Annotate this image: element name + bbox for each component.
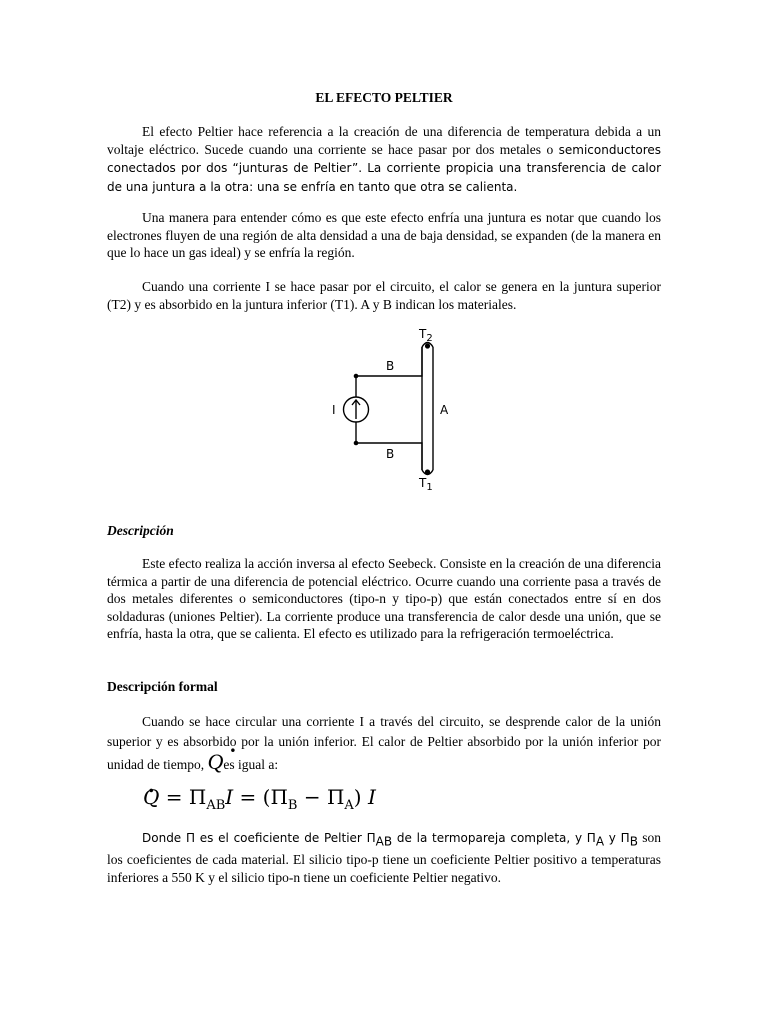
label-t1: $T_1$ [419, 476, 433, 493]
peltier-circuit-diagram [320, 322, 460, 497]
eq-q-dot: . Q [143, 785, 159, 809]
node-dot-bottom-left [354, 441, 359, 446]
label-i: I [332, 403, 336, 417]
section-heading-descripcion: Descripción [107, 523, 174, 538]
label-b-top: B [386, 359, 395, 373]
intro-p1-text-c: La corriente propicia una transferencia de calor de una juntura a la otra: una se enfría en tanto que otra se calienta. [107, 161, 662, 194]
intro-p1-text-b: semiconductores conectados por dos “junturas de Peltier”. [107, 142, 661, 175]
page-title: EL EFECTO PELTIER [315, 90, 453, 105]
formal-paragraph-2: Donde Π es el coeficiente de Peltier $\Pi_{AB}$ de la termopareja completa, y $\Pi_A$ y $\Pi_B$ son los coeficientes de cada material. El silicio tipo-p tiene un coeficiente Peltier positivo a temperaturas inferiores a 550 K y el silicio tipo-n tiene un coeficiente Peltier negativo. [107, 830, 661, 885]
intro-p1-text-a: El efecto Peltier hace referencia a la creación de una diferencia de temperatura debida a un voltaje eléctrico. Sucede cuando una corriente se hace pasar por dos metales o [107, 124, 661, 157]
formal-p1-text-a: Cuando se hace circular una corriente I a través del circuito, se desprende calor de la unión superior y es absorbido por la unión inferior. El calor de Peltier absorbido por la unión inferior por unidad de tiempo, [107, 714, 661, 772]
formal-p1-text-b: es igual a: [223, 757, 279, 772]
descripcion-paragraph: Este efecto realiza la acción inversa al efecto Seebeck. Consiste en la creación de una diferencia térmica a partir de una diferencia de potencial eléctrico. Ocurre cuando una corriente pasa a través de dos metales diferentes o semiconductores (tipo-n y tipo-p) que están conectados entre sí en dos soldaduras (uniones Peltier). La corriente produce una transferencia de calor desde una unión, que se enfría, hasta la otra, que se calienta. El efecto es utilizado para la refrigeración termoeléctrica. [107, 556, 661, 641]
section-heading-descripcion-formal: Descripción formal [107, 679, 218, 694]
intro-paragraph-2: Una manera para entender cómo es que este efecto enfría una juntura es notar que cuando los electrones fluyen de una región de alta densidad a una de baja densidad, se expanden (de la manera en que lo hace un gas ideal) y se enfría la región. [107, 210, 661, 260]
intro-paragraph-3: Cuando una corriente I se hace pasar por el circuito, el calor se genera en la juntura superior (T2) y es absorbido en la juntura inferior (T1). A y B indican los materiales. [107, 279, 661, 312]
label-t2: $T_2$ [419, 327, 433, 344]
junction-dot-t2 [425, 343, 430, 348]
junction-dot-t1 [425, 469, 430, 474]
label-a: A [440, 403, 449, 417]
intro-paragraph-1 [107, 123, 661, 196]
node-dot-top-left [354, 374, 359, 379]
peltier-equation: . $Q = \Pi_{AB}I = (\Pi_B - \Pi_A)$ I [143, 785, 376, 813]
formal-paragraph-1 [107, 712, 661, 775]
q-dot-symbol: . Q [207, 749, 223, 774]
label-b-bottom: B [386, 447, 395, 461]
